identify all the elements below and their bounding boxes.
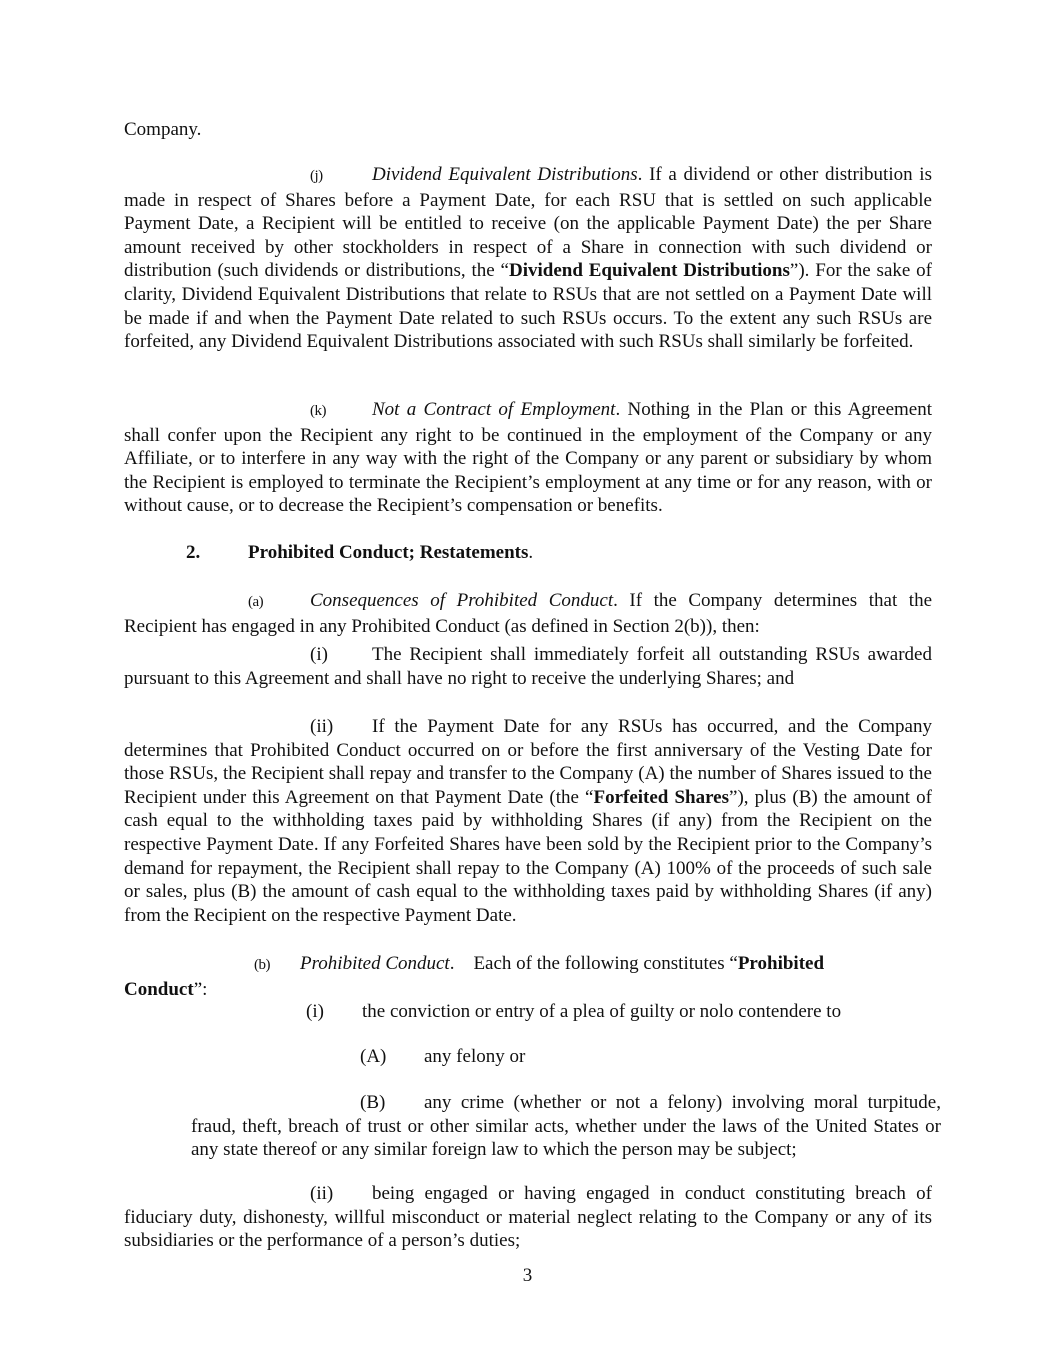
heading-prohibited-conduct: Prohibited Conduct	[300, 953, 450, 974]
marker-b-i: (i)	[306, 1001, 324, 1022]
paragraph-company-tail	[124, 118, 932, 142]
section-title: Prohibited Conduct; Restatements	[248, 542, 529, 563]
defined-term-dividend-equivalent-distributions: Dividend Equivalent Distributions	[508, 260, 790, 282]
paragraph-j-dividend-equivalent: (j) Dividend Equivalent Distributions. If a dividend or other distribution is made in respect of Shares before a Payment Date, for each RSU that is settled on such applicable Payment Date, a Recipient will be entitled to receive (on the applicable Payment Date) the per Share amount received by other stockholders in respect of a Share in connection with such dividend or distribution (such dividends or distributions, the “Dividend Equivalent Distributions”). For the sake of clarity, Dividend Equivalent Distributions that relate to RSUs that are not settled on a Payment Date will be made if and when the Payment Date related to such RSUs occurs. To the extent any such RSUs are forfeited, any Dividend Equivalent Distributions associated with such RSUs shall similarly be forfeited.	[124, 164, 932, 353]
paragraph-b-prohibited-conduct: (b) Prohibited Conduct. Each of the following constitutes “Prohibited Conduct”:	[124, 953, 825, 1000]
paragraph-b-ii: (ii) being engaged or having engaged in conduct constituting breach of fiduciary duty, dishonesty, willful misconduct or material neglect relating to the Company or any of its subsidiaries or the performance of a person’s duties;	[124, 1183, 932, 1252]
section-2-heading: 2. Prohibited Conduct; Restatements.	[186, 542, 534, 563]
defined-term-prohibited: Prohibited	[737, 953, 825, 974]
heading-dividend-equivalent-distributions: Dividend Equivalent Distributions	[372, 164, 638, 185]
marker-j: (j)	[310, 168, 323, 184]
page-number: 3	[522, 1265, 533, 1286]
paragraph-k-not-a-contract: (k) Not a Contract of Employment. Nothing in the Plan or this Agreement shall confer upon the Recipient any right to be continued in the employment of the Company or any Affiliate, or to interfere in any way with the right of the Company or any parent or subsidiary by whom the Recipient is employed to terminate the Recipient’s employment at any time or for any reason, with or without cause, or to decrease the Recipient’s compensation or benefits.	[124, 399, 933, 517]
paragraph-b-i-a: (A) any felony or	[360, 1046, 526, 1067]
marker-b: (b)	[254, 957, 270, 973]
defined-term-conduct: Conduct	[124, 978, 194, 1000]
paragraph-b-i-b: (B) any crime (whether or not a felony) involving moral turpitude, fraud, theft, breach of trust or other similar acts, whether under the laws of the United States or any state thereof or any similar foreign law to which the person may be subject;	[191, 1092, 941, 1161]
marker-b-ii: (ii)	[310, 1183, 334, 1204]
paragraph-a-consequences: (a) Consequences of Prohibited Conduct. If the Company determines that the Recipient has engaged in any Prohibited Conduct (as defined in Section 2(b)), then:	[124, 590, 932, 637]
paragraph-a-i: (i) The Recipient shall immediately forfeit all outstanding RSUs awarded pursuant to this Agreement and shall have no right to receive the underlying Shares; and	[124, 644, 932, 689]
text-company-tail: Company.	[124, 119, 202, 140]
defined-term-forfeited-shares: Forfeited Shares	[593, 786, 730, 808]
heading-consequences-of-prohibited-conduct: Consequences of Prohibited Conduct	[310, 590, 614, 611]
heading-not-a-contract-of-employment: Not a Contract of Employment	[372, 399, 616, 420]
marker-a: (a)	[248, 594, 264, 610]
marker-k: (k)	[310, 403, 326, 419]
marker-b-i-b: (B)	[360, 1092, 386, 1113]
marker-a-i: (i)	[310, 644, 328, 665]
section-number: 2.	[186, 542, 201, 563]
paragraph-a-ii: (ii) If the Payment Date for any RSUs has occurred, and the Company determines that Prohibited Conduct occurred on or before the first anniversary of the Vesting Date for those RSUs, the Recipient shall repay and transfer to the Company (A) the number of Shares issued to the Recipient under this Agreement on that Payment Date (the “Forfeited Shares”), plus (B) the amount of cash equal to the withholding taxes paid by withholding Shares (if any) from the Recipient on the respective Payment Date. If any Forfeited Shares have been sold by the Recipient prior to the Company’s demand for repayment, the Recipient shall repay to the Company (A) 100% of the proceeds of such sale or sales, plus (B) the amount of cash equal to the withholding taxes paid by withholding Shares (if any) from the Recipient on the respective Payment Date.	[124, 716, 932, 926]
marker-b-i-a: (A)	[360, 1046, 387, 1067]
paragraph-b-i: (i) the conviction or entry of a plea of guilty or nolo contendere to	[306, 1001, 842, 1022]
marker-a-ii: (ii)	[310, 716, 334, 737]
